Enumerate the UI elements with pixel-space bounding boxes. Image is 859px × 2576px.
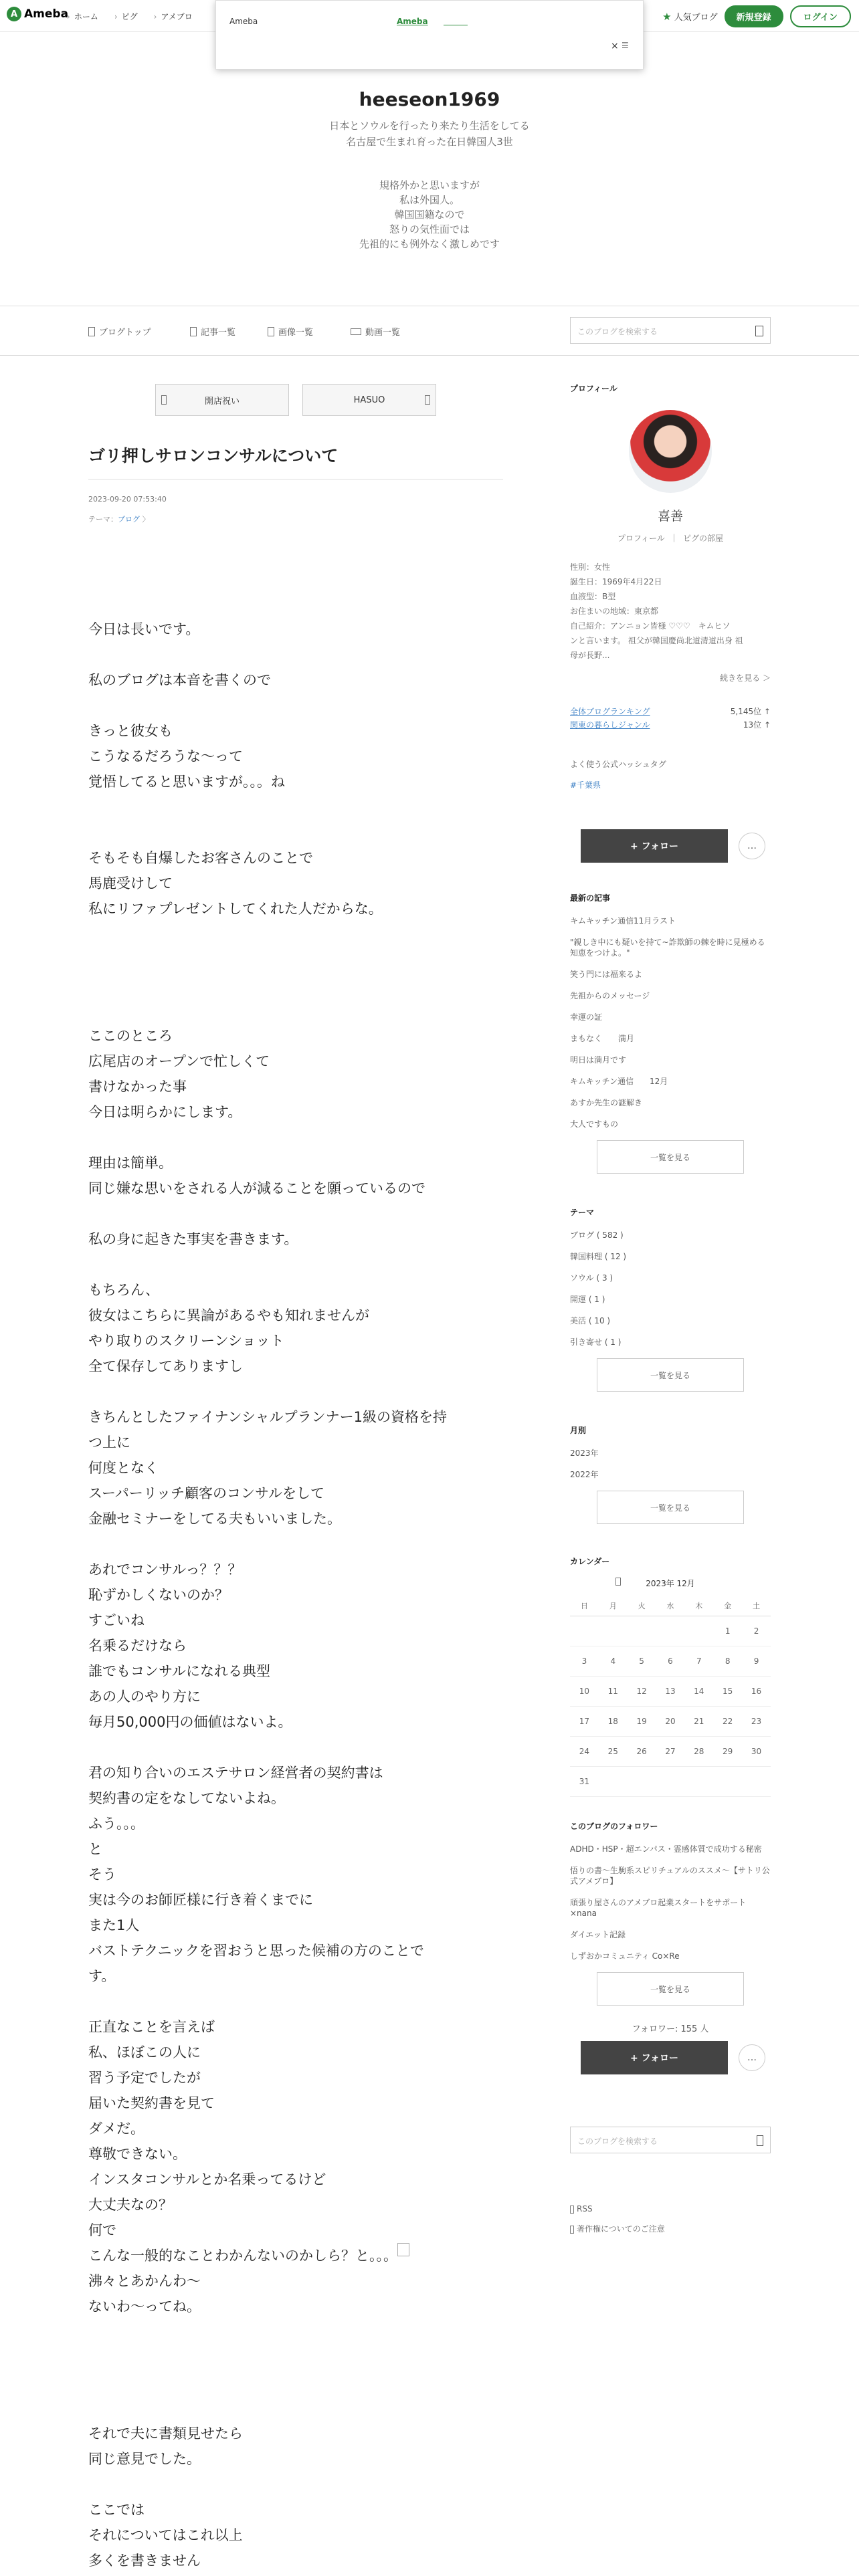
profile-details: 性別：女性 誕生日：1969年4月22日 血液型：B型 お住まいの地域：東京都 自己紹介：アンニョン皆様 ♡♡♡ キムヒソ ンと言います。 祖父が韓国慶尚北道清道出身 祖 母が長野... bbox=[570, 562, 743, 660]
footer-links bbox=[570, 2199, 771, 2239]
ameba-popup bbox=[215, 0, 644, 70]
calendar-weekday: 水 bbox=[656, 1596, 685, 1616]
post-body: 今日は長いです。 私のブログは本音を書くので きっと彼女も こうなるだろうな〜って 覚悟してると思いますが。。。ね そもそも自爆したお客さんのことで 馬鹿受けして 私にリファプレゼントしてくれた人だからな。 ここのところ 広尾店のオープンで忙しくて 書けなかった事 今日は明らかにします。 理由は簡単。 同じ嫌な思いをされる人が減ることを願っているので 私の身に起きた事実を書きます。 もちろん、 彼女はこちらに異論があるやも知れませんが やり取りのスクリーンショット 全て保存してありますし きちんとしたファイナンシャルプランナー1級の資格を持 つ上に 何度となく スーパーリッチ顧客のコンサルをして 金融セミナーをしてる夫もいいました。 あれでコンサルっ？？？ 恥ずかしくないのか？ すごいね 名乗るだけなら 誰でもコンサルになれる典型 あの人のやり方に 毎月50,000円の価値はないよ。 君の知り合いのエステサロン経営者の契約書は 契約書の定をなしてないよね。 ふう。。。 と そう 実は今のお師匠様に行き着くまでに また1人 バストテクニックを習おうと思った候補の方のことで す。 正直なことを言えば 私、ほぼこの人に 習う予定でしたが 届いた契約書を見て ダメだ。 尊敬できない。 インスタコンサルとか名乗ってるけど 大丈夫なの？ 何で こんな一般的なことわかんないのかしら？と。。。 沸々とあかんわ〜 ないわ〜ってね。 それで夫に書類見せたら 同じ意見でした。 ここでは それについてはこれ以上 多くを書きません bbox=[88, 621, 447, 2569]
nav-home[interactable]: › ホーム bbox=[67, 11, 98, 22]
follower-count: フォロワー: 155 人 bbox=[632, 2024, 709, 2034]
image-icon bbox=[268, 327, 274, 336]
calendar-day bbox=[599, 1766, 628, 1796]
calendar-day bbox=[628, 1616, 656, 1646]
star-icon: ★ bbox=[662, 10, 672, 23]
calendar-week bbox=[570, 1616, 771, 1646]
profile-section bbox=[570, 383, 771, 683]
calendar-day bbox=[656, 1616, 685, 1646]
theme-section: テーマ ブログ ( 582 ) 韓国料理 ( 12 ) ソウル ( 3 ) 開運 ( 1 ) 美活 ( 10 ) 引き寄せ ( 1 ) 一覧を見る bbox=[570, 1206, 771, 1392]
calendar-day bbox=[742, 1766, 771, 1796]
calendar-day[interactable]: 2 bbox=[742, 1616, 771, 1646]
follow-button-2[interactable]: + フォロー bbox=[581, 2041, 728, 2074]
list-item[interactable]: 先祖からのメッセージ bbox=[570, 991, 650, 1000]
theme-item[interactable]: 美活 ( 10 ) bbox=[570, 1316, 611, 1325]
rank-row-overall: 全体ブログランキング 5,145位 ↑ bbox=[570, 707, 771, 716]
calendar-day[interactable]: 11 bbox=[599, 1676, 628, 1706]
month-item[interactable]: 2022年 bbox=[570, 1470, 599, 1479]
calendar-weekday: 火 bbox=[628, 1596, 656, 1616]
login-button[interactable]: ログイン bbox=[790, 5, 851, 27]
video-icon bbox=[351, 328, 361, 335]
menu-icon[interactable]: ☰ bbox=[622, 41, 629, 50]
post-title[interactable]: ゴリ押しサロンコンサルについて bbox=[88, 443, 503, 479]
copyright-link[interactable]: 著作権についてのご注意 bbox=[570, 2219, 771, 2239]
calendar-day[interactable]: 17 bbox=[570, 1706, 599, 1736]
follower-item[interactable]: ダイエット記録 bbox=[570, 1930, 626, 1939]
rank-row-genre: 関東の暮らしジャンル 13位 ↑ bbox=[570, 720, 771, 730]
calendar-day[interactable]: 5 bbox=[628, 1646, 656, 1676]
register-button[interactable]: 新規登録 bbox=[725, 5, 783, 27]
post-theme: テーマ：ブログ 〉 bbox=[88, 515, 150, 524]
pager-tabs bbox=[155, 384, 436, 416]
calendar-day[interactable]: 13 bbox=[656, 1676, 685, 1706]
list-item[interactable]: 笑う門には福来るよ bbox=[570, 970, 643, 979]
theme-link[interactable]: ブログ bbox=[118, 515, 140, 524]
follower-list-more-button[interactable]: 一覧を見る bbox=[597, 1972, 744, 2006]
hashtag-section: よく使う公式ハッシュタグ #千葉県 bbox=[570, 758, 771, 790]
calendar-weekday: 金 bbox=[713, 1596, 742, 1616]
avatar[interactable] bbox=[629, 410, 712, 493]
list-item[interactable]: キムキッチン通信11月ラスト bbox=[570, 916, 676, 926]
calendar-day[interactable]: 9 bbox=[742, 1646, 771, 1676]
blog-nav bbox=[0, 308, 859, 356]
ameba-logo[interactable]: A Ameba bbox=[7, 7, 68, 21]
rss-link[interactable]: RSS bbox=[570, 2199, 771, 2219]
calendar-day[interactable]: 12 bbox=[628, 1676, 656, 1706]
calendar-day[interactable]: 4 bbox=[599, 1646, 628, 1676]
calendar-day[interactable]: 1 bbox=[713, 1616, 742, 1646]
popup-link[interactable]: Ameba bbox=[397, 17, 428, 26]
broken-image-icon bbox=[397, 2243, 409, 2256]
calendar-day bbox=[656, 1766, 685, 1796]
month-item[interactable]: 2023年 bbox=[570, 1448, 599, 1458]
theme-item[interactable]: 韓国料理 ( 12 ) bbox=[570, 1252, 627, 1261]
calendar-day[interactable]: 22 bbox=[713, 1706, 742, 1736]
list-item[interactable]: "親しき中にも疑いを持て~詐欺師の棘を時に見極める知恵をつけよ。" bbox=[570, 938, 765, 958]
popular-blog-link[interactable]: ★ 人気ブログ bbox=[662, 10, 718, 23]
calendar-day[interactable]: 30 bbox=[742, 1736, 771, 1766]
next-entry-button[interactable]: HASUO bbox=[302, 384, 436, 416]
calendar-day[interactable]: 3 bbox=[570, 1646, 599, 1676]
pigg-room-link[interactable]: ピグの部屋 bbox=[683, 534, 724, 543]
chevron-right-icon bbox=[425, 395, 430, 405]
nav-ameblo[interactable]: › アメブロ bbox=[154, 11, 193, 22]
chevron-left-icon bbox=[161, 395, 167, 405]
month-list-more-button[interactable]: 一覧を見る bbox=[597, 1491, 744, 1524]
calendar-day[interactable]: 15 bbox=[713, 1676, 742, 1706]
profile-heading: プロフィール bbox=[570, 384, 617, 393]
calendar-day[interactable]: 10 bbox=[570, 1676, 599, 1706]
blog-description-2: 規格外かと思いますが 私は外国人。 韓国国籍なので 怒りの気性面では 先祖的にも例外なく激しめです bbox=[359, 179, 500, 250]
calendar-day bbox=[628, 1766, 656, 1796]
list-item[interactable]: 明日は満月です bbox=[570, 1055, 627, 1065]
calendar-day[interactable]: 16 bbox=[742, 1676, 771, 1706]
ameba-logo-icon: A bbox=[7, 7, 21, 21]
nav-pigg[interactable]: › ピグ bbox=[114, 11, 138, 22]
theme-item[interactable]: ソウル ( 3 ) bbox=[570, 1273, 613, 1283]
search-icon[interactable] bbox=[757, 2135, 763, 2146]
global-nav bbox=[67, 0, 193, 32]
calendar-weekday: 月 bbox=[599, 1596, 628, 1616]
nav-image-list[interactable]: 画像一覧 bbox=[268, 325, 313, 338]
theme-item[interactable]: ブログ ( 582 ) bbox=[570, 1230, 624, 1240]
popup-brand: Ameba bbox=[229, 17, 258, 26]
theme-list-more-button[interactable]: 一覧を見る bbox=[597, 1358, 744, 1392]
profile-links: プロフィール ｜ ピグの部屋 bbox=[617, 534, 724, 543]
home-icon bbox=[88, 327, 95, 336]
rss-icon bbox=[570, 2206, 574, 2214]
ranking-section bbox=[570, 705, 771, 732]
calendar-section: カレンダー 2023年 12月 日 月 火 水 木 金 土 1 2 3 4 5 6 7 8 9 10 11 12 13 14 15 16 17 18 19 20 21 22 23 24 25 26 27 28 29 30 31 bbox=[570, 1555, 771, 1797]
close-icon[interactable]: × bbox=[611, 41, 619, 51]
calendar-day[interactable]: 21 bbox=[684, 1706, 713, 1736]
calendar-week bbox=[570, 1676, 771, 1706]
calendar-grid bbox=[570, 1596, 771, 1797]
more-options-icon[interactable]: … bbox=[739, 833, 765, 859]
read-more-link[interactable]: 続きを見る ＞ bbox=[720, 673, 771, 683]
calendar-day[interactable]: 25 bbox=[599, 1736, 628, 1766]
recent-posts-section: 最新の記事 キムキッチン通信11月ラスト "親しき中にも疑いを持て~詐欺師の棘を時に見極める知恵をつけよ。" 笑う門には福来るよ 先祖からのメッセージ 幸運の証 まもなく 満月 明日は満月です キムキッチン通信 12月 あすか先生の謎解き 大人ですもの 一覧を見る bbox=[570, 892, 771, 1174]
calendar-day[interactable]: 8 bbox=[713, 1646, 742, 1676]
calendar-day[interactable]: 28 bbox=[684, 1736, 713, 1766]
blog-search-input[interactable]: このブログを検索する bbox=[570, 317, 771, 344]
calendar-day bbox=[713, 1766, 742, 1796]
calendar-day[interactable]: 23 bbox=[742, 1706, 771, 1736]
list-icon bbox=[190, 327, 197, 336]
calendar-day[interactable]: 7 bbox=[684, 1646, 713, 1676]
follower-item[interactable]: 悟りの書〜生駒系スピリチュアルのススメ〜【サトリ公式アメブロ】 bbox=[570, 1866, 770, 1886]
blog-title[interactable]: heeseon1969 bbox=[359, 88, 500, 110]
theme-item[interactable]: 引き寄せ ( 1 ) bbox=[570, 1337, 622, 1347]
calendar-week bbox=[570, 1736, 771, 1766]
calendar-weekday: 日 bbox=[570, 1596, 599, 1616]
calendar-day[interactable]: 27 bbox=[656, 1736, 685, 1766]
recent-list-more-button[interactable]: 一覧を見る bbox=[597, 1140, 744, 1174]
calendar-day bbox=[684, 1616, 713, 1646]
search-icon[interactable] bbox=[755, 326, 763, 336]
calendar-prev-icon[interactable] bbox=[615, 1578, 621, 1586]
followers-section: このブログのフォロワー ADHD・HSP・超エンパス・霊感体質で成功する秘密 悟りの書〜生駒系スピリチュアルのススメ〜【サトリ公式アメブロ】 頑張り屋さんのアメブロ起業スタートをサポート ×nana ダイエット記録 しずおかコミュニティ Co×Re 一覧を見る フォロワー: 155 人 + フォロー … bbox=[570, 1820, 771, 2074]
info-icon bbox=[570, 2226, 574, 2234]
nav-video-list[interactable]: 動画一覧 bbox=[351, 325, 400, 338]
list-item[interactable]: キムキッチン通信 12月 bbox=[570, 1077, 668, 1086]
post-date: 2023-09-20 07:53:40 bbox=[88, 495, 167, 504]
blog-description: 日本とソウルを行ったり来たり生活をしてる 名古屋で生まれ育った在日韓国人3世 bbox=[329, 120, 530, 148]
sidebar-search-input[interactable]: このブログを検索する bbox=[570, 2127, 771, 2153]
nav-entry-list[interactable]: 記事一覧 bbox=[190, 325, 235, 338]
follower-item[interactable]: 頑張り屋さんのアメブロ起業スタートをサポート ×nana bbox=[570, 1898, 747, 1918]
calendar-day[interactable]: 14 bbox=[684, 1676, 713, 1706]
more-options-icon[interactable]: … bbox=[739, 2044, 765, 2071]
calendar-day bbox=[570, 1616, 599, 1646]
calendar-day bbox=[599, 1616, 628, 1646]
calendar-day[interactable]: 29 bbox=[713, 1736, 742, 1766]
profile-nickname[interactable]: 喜善 bbox=[657, 509, 683, 524]
calendar-day[interactable]: 18 bbox=[599, 1706, 628, 1736]
nav-blog-top[interactable]: ブログトップ bbox=[88, 325, 151, 338]
calendar-weekday: 木 bbox=[684, 1596, 713, 1616]
calendar-day[interactable]: 24 bbox=[570, 1736, 599, 1766]
calendar-day bbox=[684, 1766, 713, 1796]
profile-link[interactable]: プロフィール bbox=[617, 534, 665, 543]
theme-item[interactable]: 開運 ( 1 ) bbox=[570, 1295, 605, 1304]
side-search-section bbox=[570, 2127, 771, 2153]
follower-item[interactable]: ADHD・HSP・超エンパス・霊感体質で成功する秘密 bbox=[570, 1844, 762, 1854]
blog-header bbox=[0, 32, 859, 306]
calendar-week bbox=[570, 1706, 771, 1736]
calendar-day[interactable]: 20 bbox=[656, 1706, 685, 1736]
prev-entry-button[interactable]: 開店祝い bbox=[155, 384, 289, 416]
calendar-day[interactable]: 31 bbox=[570, 1766, 599, 1796]
calendar-week bbox=[570, 1766, 771, 1796]
follower-item[interactable]: しずおかコミュニティ Co×Re bbox=[570, 1951, 680, 1961]
calendar-day[interactable]: 26 bbox=[628, 1736, 656, 1766]
calendar-day[interactable]: 19 bbox=[628, 1706, 656, 1736]
calendar-weekday: 土 bbox=[742, 1596, 771, 1616]
header-actions bbox=[662, 5, 851, 27]
calendar-month-label: 2023年 12月 bbox=[570, 1578, 771, 1589]
list-item[interactable]: 幸運の証 bbox=[570, 1012, 603, 1022]
list-item[interactable]: あすか先生の謎解き bbox=[570, 1098, 643, 1107]
calendar-week bbox=[570, 1646, 771, 1676]
follow-button[interactable]: + フォロー bbox=[581, 829, 728, 863]
list-item[interactable]: 大人ですもの bbox=[570, 1119, 619, 1129]
hashtag-link[interactable]: #千葉県 bbox=[570, 780, 601, 790]
list-item[interactable]: まもなく 満月 bbox=[570, 1034, 635, 1043]
follow-section bbox=[570, 829, 771, 863]
calendar-day[interactable]: 6 bbox=[656, 1646, 685, 1676]
monthly-section: 月別 2023年 2022年 一覧を見る bbox=[570, 1424, 771, 1524]
